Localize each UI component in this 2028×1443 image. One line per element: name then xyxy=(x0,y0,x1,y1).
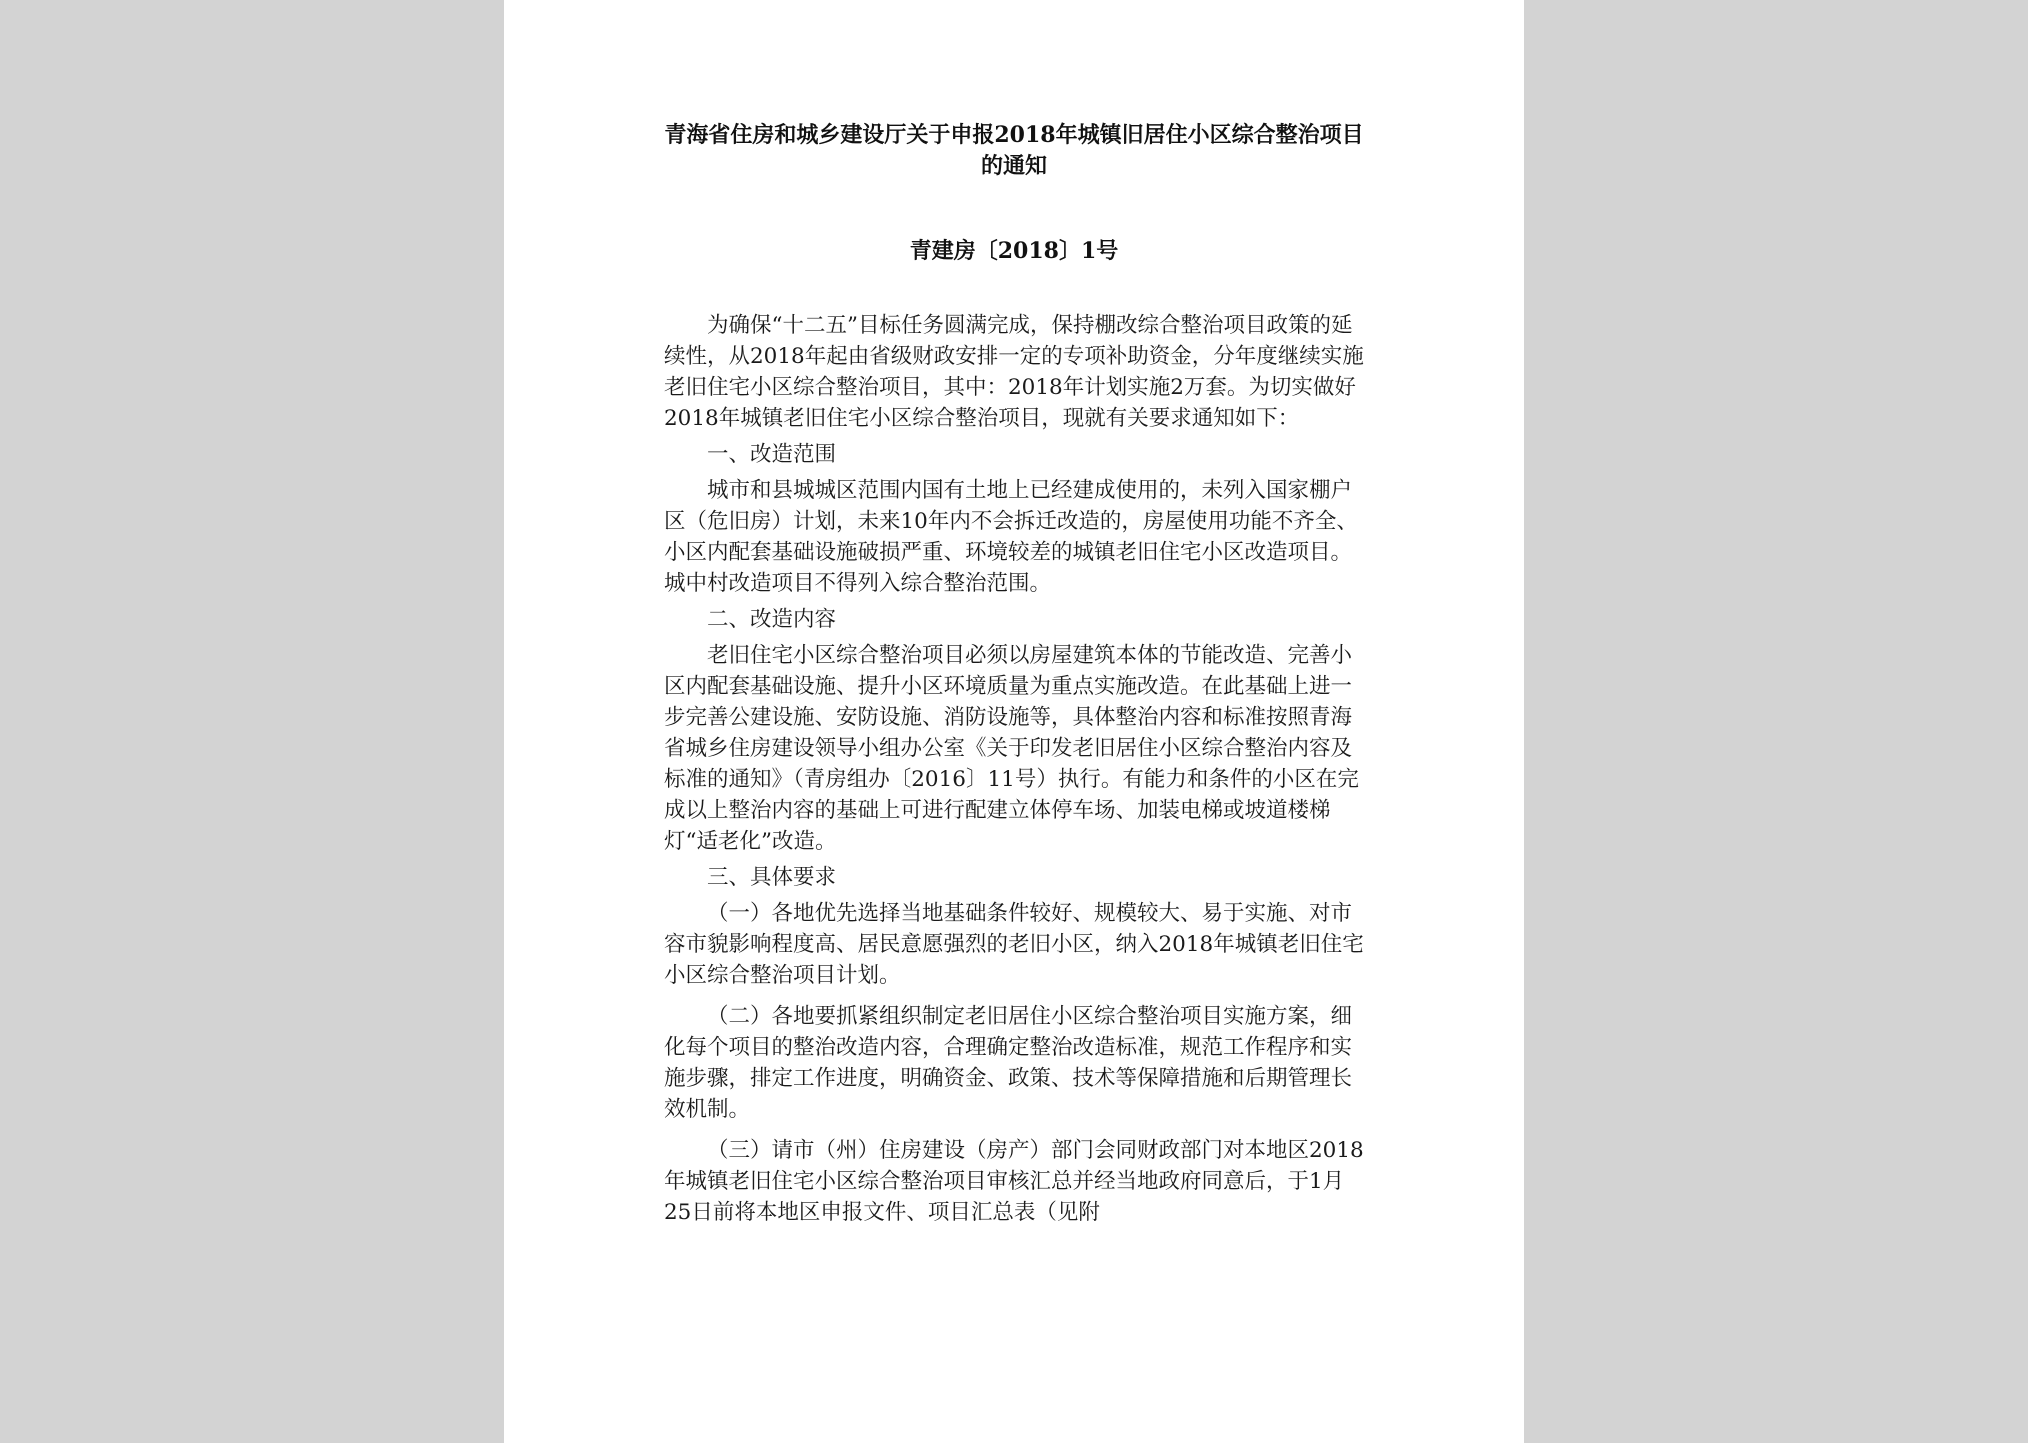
section-2-heading: 二、改造内容 xyxy=(707,607,837,632)
document-title: 青海省住房和城乡建设厅关于申报2018年城镇旧居住小区综合整治项目的通知 xyxy=(664,122,1364,179)
document-page xyxy=(504,0,1524,1443)
intro-paragraph: 为确保“十二五”目标任务圆满完成，保持棚改综合整治项目政策的延续性，从2018年起由省级财政安排一定的专项补助资金，分年度继续实施老旧住宅小区综合整治项目，其中：2018年计划实施2万套。为切实做好2018年城镇老旧住宅小区综合整治项目，现就有关要求通知如下： xyxy=(664,313,1364,431)
section-2-paragraph: 老旧住宅小区综合整治项目必须以房屋建筑本体的节能改造、完善小区内配套基础设施、提升小区环境质量为重点实施改造。在此基础上进一步完善公建设施、安防设施、消防设施等，具体整治内容和标准按照青海省城乡住房建设领导小组办公室《关于印发老旧居住小区综合整治内容及标准的通知》（青房组办〔2016〕11号）执行。有能力和条件的小区在完成以上整治内容的基础上可进行配建立体停车场、加装电梯或坡道楼梯灯“适老化”改造。 xyxy=(664,643,1359,854)
section-3-heading: 三、具体要求 xyxy=(707,865,837,890)
requirement-3: （三）请市（州）住房建设（房产）部门会同财政部门对本地区2018年城镇老旧住宅小区综合整治项目审核汇总并经当地政府同意后，于1月25日前将本地区申报文件、项目汇总表（见附 xyxy=(664,1138,1364,1225)
document-number: 青建房〔2018〕1号 xyxy=(909,238,1119,264)
requirement-1: （一）各地优先选择当地基础条件较好、规模较大、易于实施、对市容市貌影响程度高、居民意愿强烈的老旧小区，纳入2018年城镇老旧住宅小区综合整治项目计划。 xyxy=(664,901,1364,988)
section-1-heading: 一、改造范围 xyxy=(707,442,837,467)
section-1-paragraph: 城市和县城城区范围内国有土地上已经建成使用的，未列入国家棚户区（危旧房）计划，未来10年内不会拆迁改造的，房屋使用功能不齐全、小区内配套基础设施破损严重、环境较差的城镇老旧住宅小区改造项目。城中村改造项目不得列入综合整治范围。 xyxy=(664,478,1358,596)
document-body xyxy=(664,310,1364,1238)
requirement-2: （二）各地要抓紧组织制定老旧居住小区综合整治项目实施方案，细化每个项目的整治改造内容，合理确定整治改造标准，规范工作程序和实施步骤，排定工作进度，明确资金、政策、技术等保障措施和后期管理长效机制。 xyxy=(664,1004,1353,1122)
